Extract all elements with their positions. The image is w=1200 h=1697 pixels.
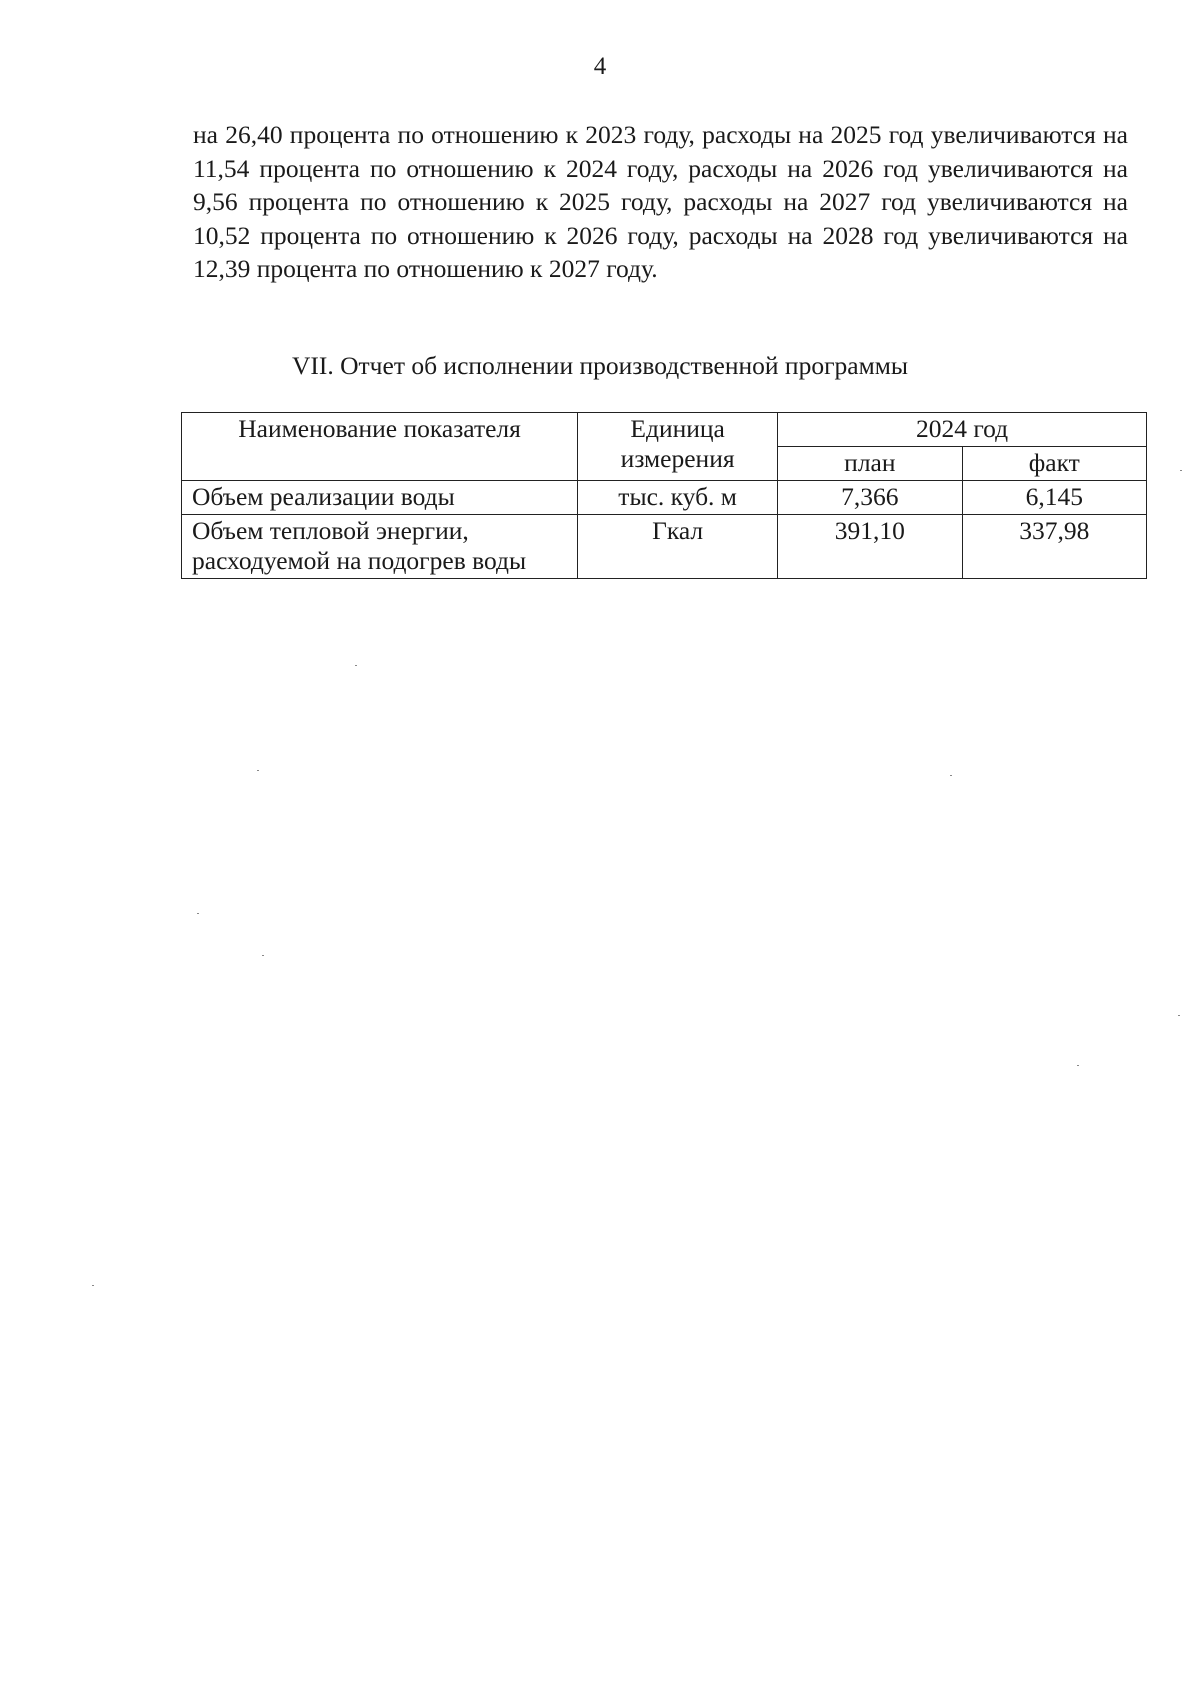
scan-speck: [262, 955, 264, 956]
table-row: [182, 481, 1147, 515]
scan-speck: [1180, 470, 1182, 471]
row-indicator-name: [182, 515, 578, 579]
header-year: 2024 год: [778, 413, 1147, 447]
scan-speck: [257, 770, 259, 771]
section-title: VII. Отчет об исполнении производственной программы: [291, 351, 909, 380]
row-fact-value: 337,98: [962, 515, 1146, 579]
row-fact-value: 6,145: [962, 481, 1146, 515]
header-plan: план: [778, 447, 962, 481]
row-name-line1: Объем реализации воды: [192, 482, 455, 511]
row-plan-value: 391,10: [778, 515, 962, 579]
page-number: 4: [593, 53, 607, 80]
row-indicator-name: [182, 481, 578, 515]
header-unit-line2: измерения: [620, 444, 735, 473]
scan-speck: [92, 1285, 94, 1286]
table-row: [182, 515, 1147, 579]
row-name-line2: расходуемой на подогрев воды: [192, 546, 527, 575]
scan-speck: [197, 913, 199, 914]
row-plan-value: 7,366: [778, 481, 962, 515]
scan-speck: [950, 775, 952, 776]
header-indicator-name: Наименование показателя: [182, 413, 578, 481]
scan-speck: [355, 665, 357, 666]
table-header-row: [182, 413, 1147, 447]
scan-speck: [1077, 1065, 1079, 1066]
body-paragraph: на 26,40 процента по отношению к 2023 году, расходы на 2025 год увеличиваются на 11,54 процента по отношению к 2024 году, расходы на 2026 год увеличиваются на 9,56 процента по отношению к 2025 году, расходы на 2027 год увеличиваются на 10,52 процента по отношению к 2026 году, расходы на 2028 год увеличиваются на 12,39 процента по отношению к 2027 году.: [193, 120, 1128, 283]
header-unit: [578, 413, 778, 481]
production-program-table: [181, 412, 1147, 579]
header-fact: факт: [962, 447, 1146, 481]
row-name-line1: Объем тепловой энергии,: [192, 516, 469, 545]
header-unit-line1: Единица: [630, 414, 725, 443]
scan-speck: [1178, 1015, 1180, 1016]
row-unit: тыс. куб. м: [578, 481, 778, 515]
row-unit: Гкал: [578, 515, 778, 579]
